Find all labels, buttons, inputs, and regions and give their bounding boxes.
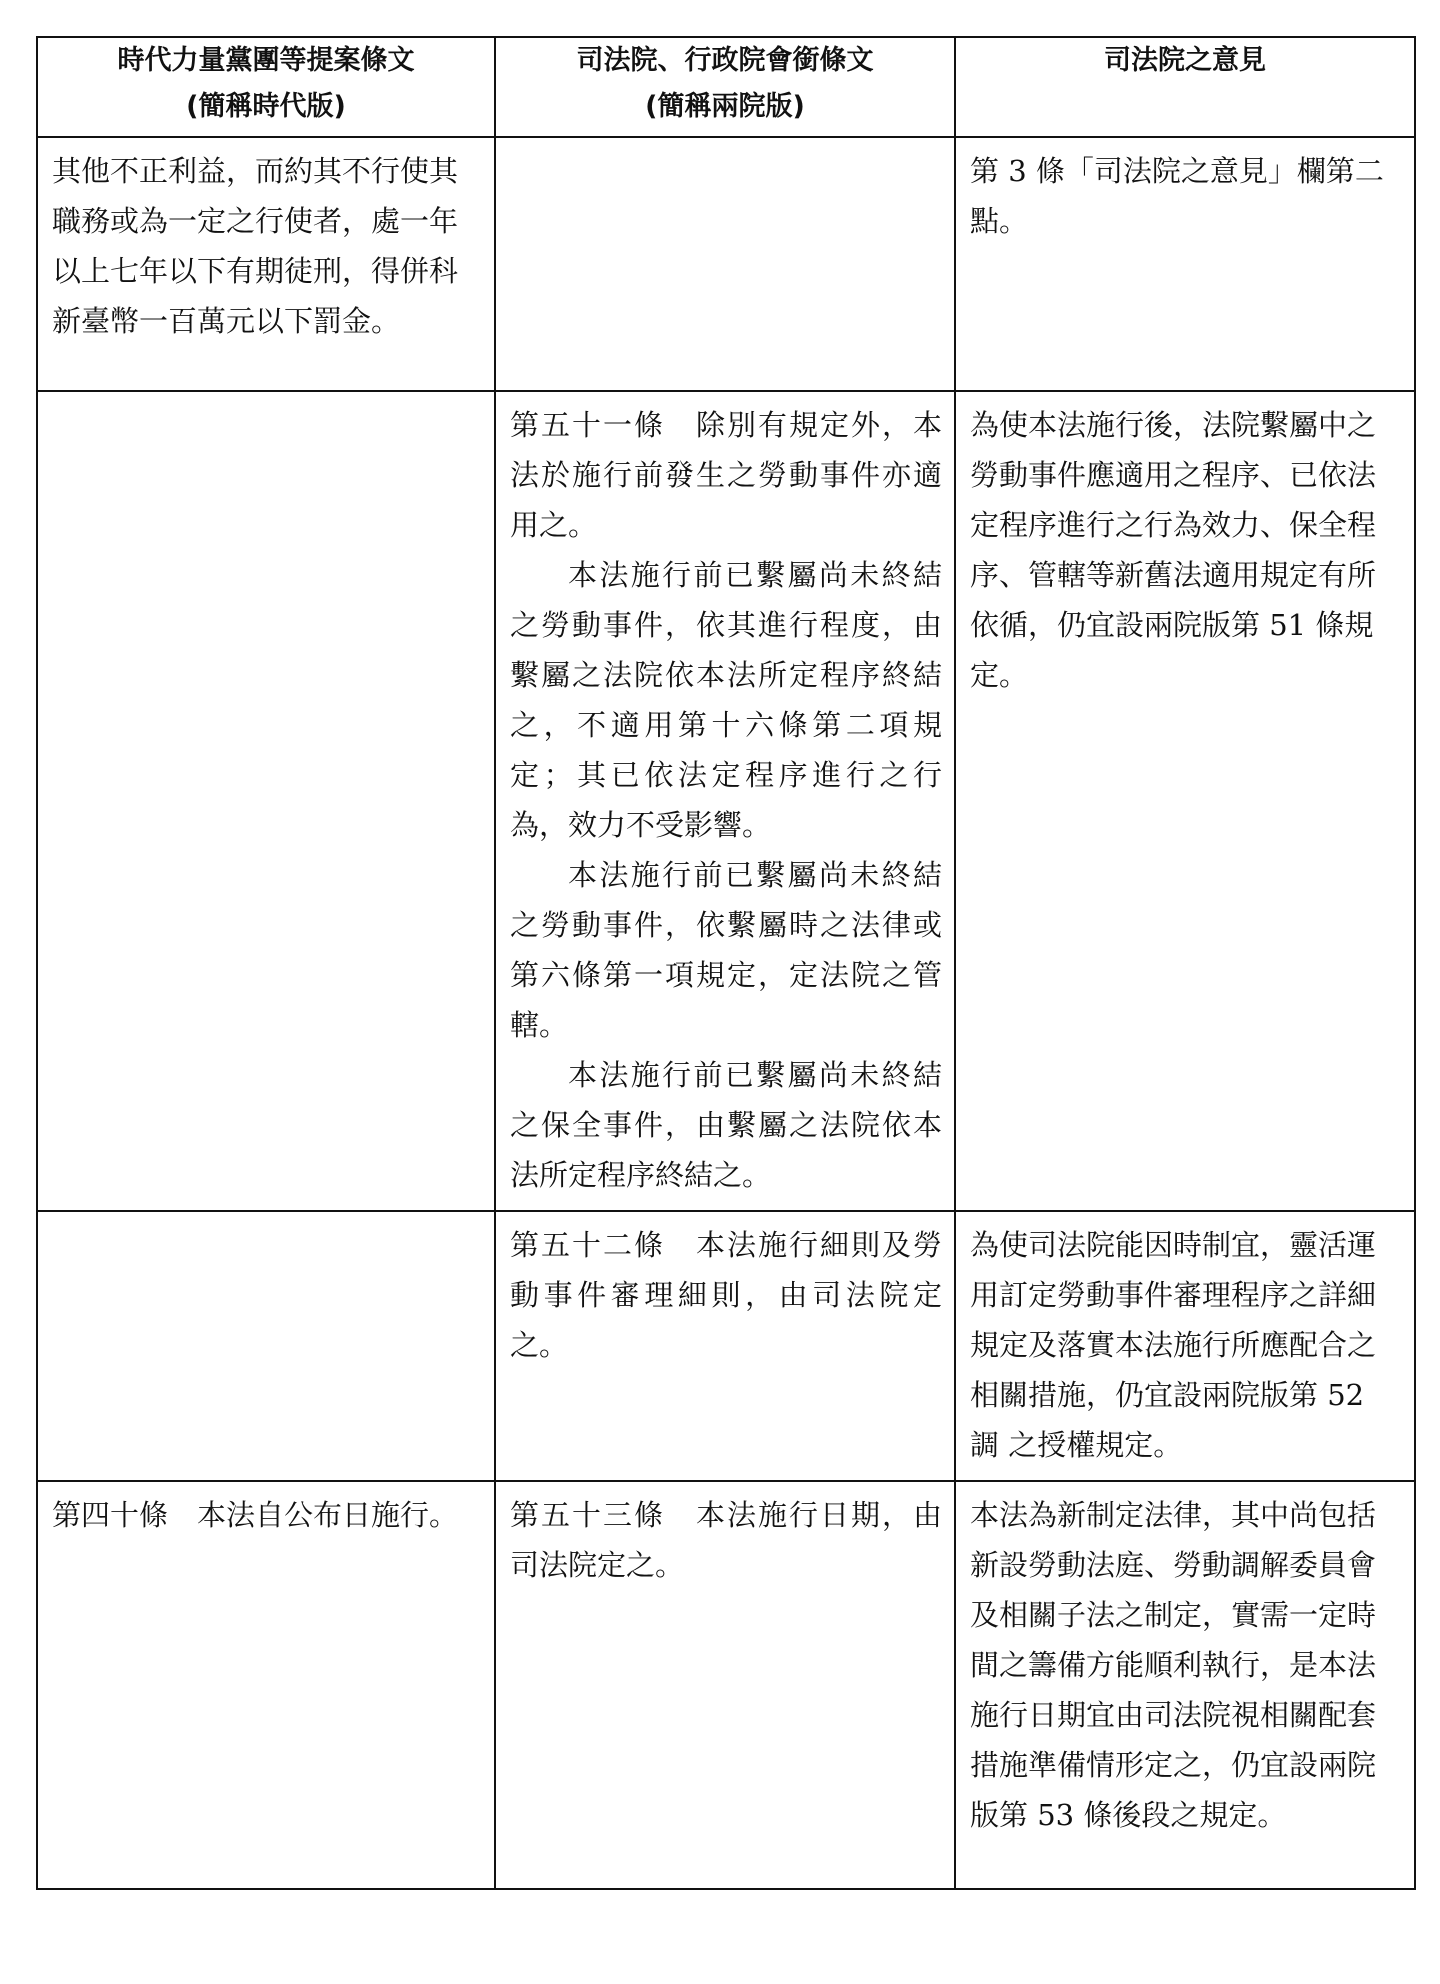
opinion-text: 第 3 條「司法院之意見」欄第二點。 (970, 154, 1384, 238)
article-51-para-1: 第五十一條 除別有規定外，本法於施行前發生之勞動事件亦適用之。 (510, 408, 942, 542)
liangyuan-cell (495, 137, 955, 391)
opinion-text: 為使司法院能因時制宜，靈活運用訂定勞動事件審理程序之詳細規定及落實本法施行所應配合之相關措施，仍宜設兩院版第 52 調 之授權規定。 (970, 1228, 1377, 1462)
jidai-cell (37, 1481, 495, 1889)
opinion-text: 為使本法施行後，法院繫屬中之勞動事件應適用之程序、已依法定程序進行之行為效力、保全程序、管轄等新舊法適用規定有所依循，仍宜設兩院版第 51 條規定。 (970, 408, 1377, 692)
opinion-cell (955, 1481, 1415, 1889)
opinion-cell (955, 1211, 1415, 1481)
header-jidai-version (37, 37, 495, 137)
jidai-cell (37, 1211, 495, 1481)
table-row (37, 1211, 1415, 1481)
header-row (37, 37, 1415, 137)
table-row (37, 1481, 1415, 1889)
article-51-para-2: 本法施行前已繫屬尚未終結之勞動事件，依其進行程度，由繫屬之法院依本法所定程序終結之，不適用第十六條第二項規定；其已依法定程序進行之行為，效力不受影響。 (510, 558, 942, 842)
header-liangyuan-version (495, 37, 955, 137)
opinion-cell (955, 137, 1415, 391)
header-jidai-title: 時代力量黨團等提案條文 (117, 45, 415, 76)
header-judicial-opinion (955, 37, 1415, 137)
liangyuan-cell (495, 1481, 955, 1889)
jidai-text: 其他不正利益，而約其不行使其職務或為一定之行使者，處一年以上七年以下有期徒刑，得併科新臺幣一百萬元以下罰金。 (52, 154, 459, 338)
article-53-text: 第五十三條 本法施行日期，由司法院定之。 (510, 1498, 942, 1582)
opinion-text: 本法為新制定法律，其中尚包括新設勞動法庭、勞動調解委員會及相關子法之制定，實需一定時間之籌備方能順利執行，是本法施行日期宜由司法院視相關配套措施準備情形定之，仍宜設兩院版第 53 條後段之規定。 (970, 1498, 1377, 1832)
article-51-para-3: 本法施行前已繫屬尚未終結之勞動事件，依繫屬時之法律或第六條第一項規定，定法院之管轄。 (510, 858, 942, 1042)
header-opinion-title: 司法院之意見 (1104, 45, 1266, 76)
jidai-cell (37, 137, 495, 391)
liangyuan-cell (495, 391, 955, 1211)
header-liangyuan-abbrev: (簡稱兩院版) (645, 91, 805, 122)
header-jidai-abbrev: (簡稱時代版) (186, 91, 346, 122)
comparison-table (36, 36, 1416, 1890)
jidai-article-40-text: 第四十條 本法自公布日施行。 (52, 1498, 459, 1532)
article-51-para-4: 本法施行前已繫屬尚未終結之保全事件，由繫屬之法院依本法所定程序終結之。 (510, 1058, 942, 1192)
opinion-cell (955, 391, 1415, 1211)
article-52-text: 第五十二條 本法施行細則及勞動事件審理細則，由司法院定之。 (510, 1228, 942, 1362)
table-row (37, 137, 1415, 391)
table-row (37, 391, 1415, 1211)
liangyuan-cell (495, 1211, 955, 1481)
jidai-cell (37, 391, 495, 1211)
header-liangyuan-title: 司法院、行政院會銜條文 (576, 45, 874, 76)
